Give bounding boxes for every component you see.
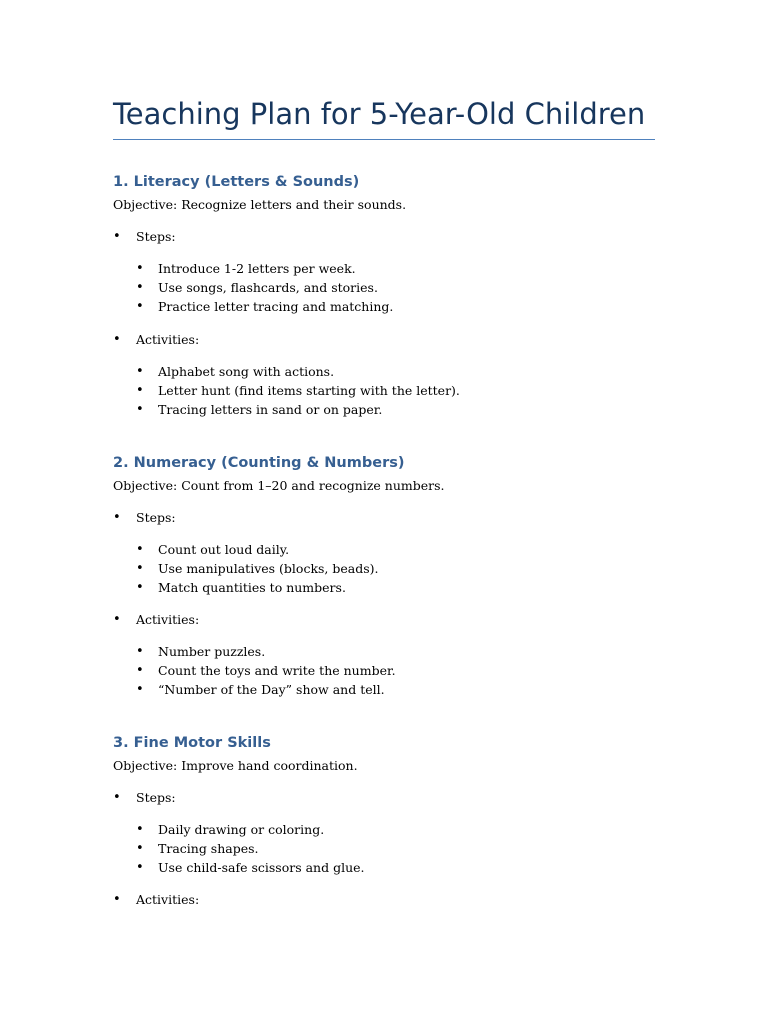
bullet-icon: • (136, 261, 144, 276)
bullet-icon: • (136, 383, 144, 398)
objective-text: Objective: Recognize letters and their sounds. (113, 197, 407, 212)
bullet-icon: • (113, 510, 121, 525)
bullet-icon: • (136, 663, 144, 678)
steps-label: Steps: (136, 229, 176, 244)
objective-text: Objective: Improve hand coordination. (113, 758, 358, 773)
list-item: Number puzzles. (158, 644, 266, 659)
steps-label: Steps: (136, 790, 176, 805)
activities-label: Activities: (136, 612, 200, 627)
bullet-icon: • (113, 790, 121, 805)
bullet-icon: • (136, 364, 144, 379)
bullet-icon: • (136, 682, 144, 697)
activities-label: Activities: (136, 332, 200, 347)
list-item: Alphabet song with actions. (158, 364, 335, 379)
bullet-icon: • (136, 580, 144, 595)
bullet-icon: • (113, 229, 121, 244)
title-underline (113, 139, 655, 140)
list-item: Use child-safe scissors and glue. (158, 860, 365, 875)
section-heading: 1. Literacy (Letters & Sounds) (113, 174, 360, 190)
bullet-icon: • (136, 561, 144, 576)
list-item: Use manipulatives (blocks, beads). (158, 561, 379, 576)
bullet-icon: • (113, 892, 121, 907)
objective-text: Objective: Count from 1–20 and recognize numbers. (113, 478, 445, 493)
list-item: Letter hunt (find items starting with the letter). (158, 383, 460, 398)
bullet-icon: • (113, 332, 121, 347)
bullet-icon: • (136, 822, 144, 837)
list-item: Practice letter tracing and matching. (158, 299, 394, 314)
list-item: Daily drawing or coloring. (158, 822, 325, 837)
list-item: “Number of the Day” show and tell. (158, 682, 385, 697)
bullet-icon: • (136, 402, 144, 417)
list-item: Count the toys and write the number. (158, 663, 396, 678)
bullet-icon: • (136, 280, 144, 295)
section-heading: 2. Numeracy (Counting & Numbers) (113, 455, 405, 471)
list-item: Tracing shapes. (158, 841, 259, 856)
list-item: Use songs, flashcards, and stories. (158, 280, 378, 295)
bullet-icon: • (136, 299, 144, 314)
list-item: Match quantities to numbers. (158, 580, 346, 595)
section-heading: 3. Fine Motor Skills (113, 735, 271, 751)
bullet-icon: • (113, 612, 121, 627)
list-item: Tracing letters in sand or on paper. (158, 402, 383, 417)
bullet-icon: • (136, 644, 144, 659)
bullet-icon: • (136, 542, 144, 557)
bullet-icon: • (136, 860, 144, 875)
activities-label: Activities: (136, 892, 200, 907)
list-item: Introduce 1-2 letters per week. (158, 261, 356, 276)
list-item: Count out loud daily. (158, 542, 290, 557)
document-title: Teaching Plan for 5-Year-Old Children (113, 97, 646, 131)
steps-label: Steps: (136, 510, 176, 525)
bullet-icon: • (136, 841, 144, 856)
